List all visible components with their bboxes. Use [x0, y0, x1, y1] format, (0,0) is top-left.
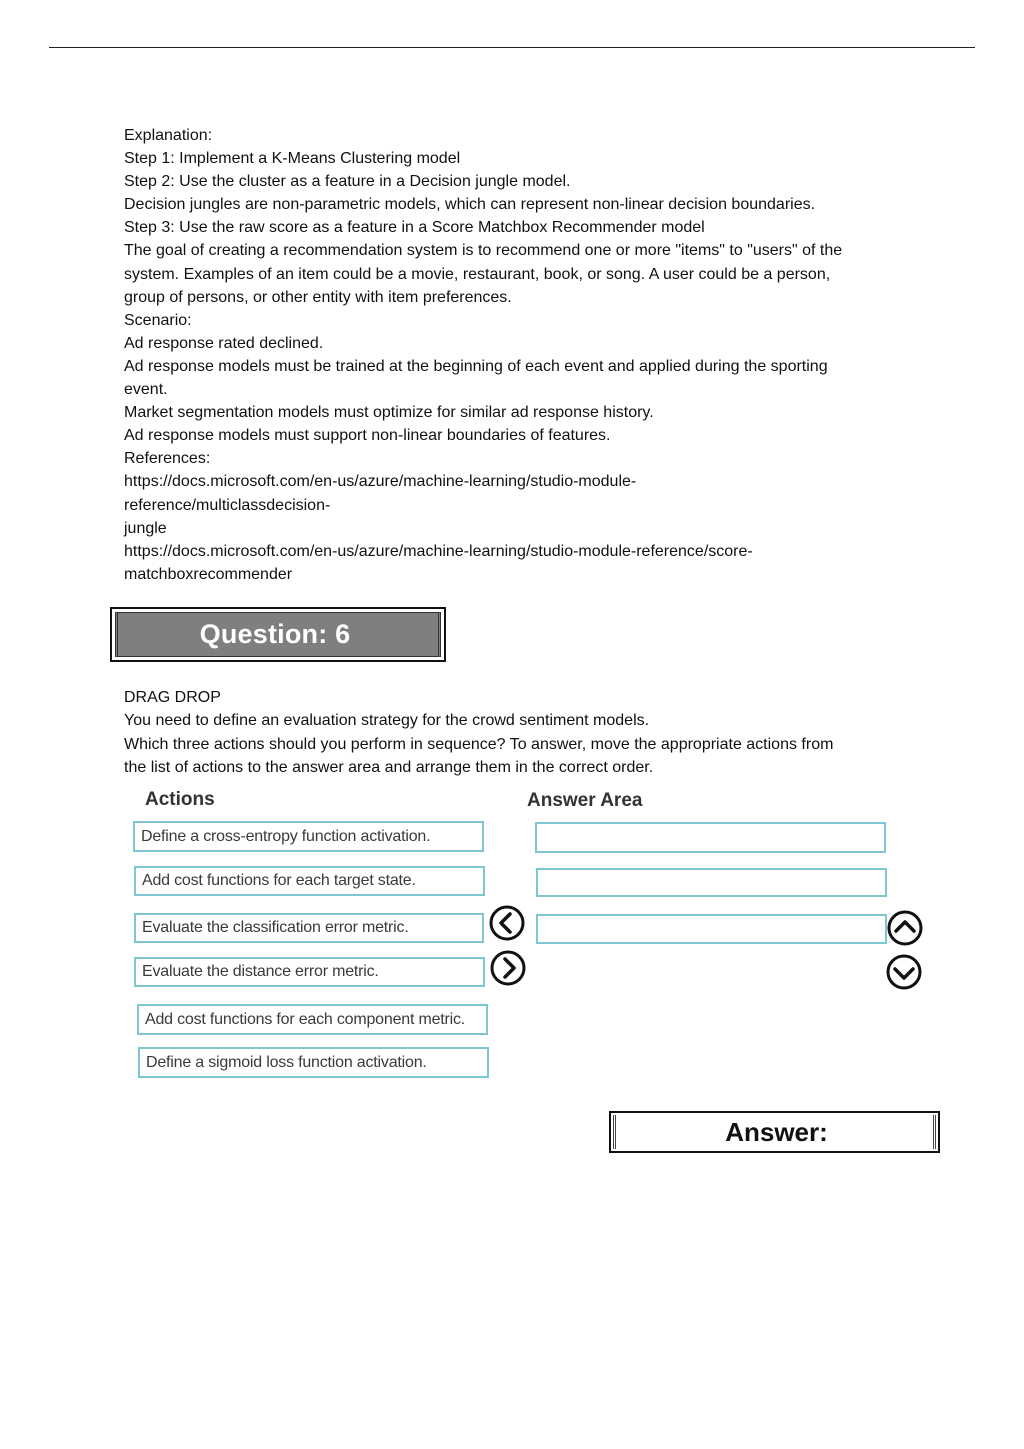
question-line: Which three actions should you perform in sequence? To answer, move the appropriate actions from [124, 735, 834, 753]
answer-banner-inner [613, 1115, 936, 1149]
answer-banner [609, 1111, 940, 1153]
explanation-line: system. Examples of an item could be a movie, restaurant, book, or song. A user could be a person, [124, 265, 831, 283]
actions-heading: Actions [145, 789, 215, 810]
move-left-button[interactable] [489, 905, 525, 941]
explanation-line: Step 2: Use the cluster as a feature in a Decision jungle model. [124, 173, 571, 191]
move-up-button[interactable] [887, 910, 923, 946]
action-item[interactable]: Define a cross-entropy function activation. [133, 821, 484, 852]
reference-link[interactable]: https://docs.microsoft.com/en-us/azure/machine-learning/studio-module- [124, 473, 637, 491]
move-down-button[interactable] [886, 954, 922, 990]
explanation-line: Step 3: Use the raw score as a feature in a Score Matchbox Recommender model [124, 219, 705, 237]
explanation-line: Decision jungles are non-parametric models, which can represent non-linear decision boundaries. [124, 196, 816, 214]
question-line: You need to define an evaluation strategy for the crowd sentiment models. [124, 712, 650, 730]
explanation-line: Ad response rated declined. [124, 334, 324, 352]
action-item[interactable]: Evaluate the classification error metric. [134, 913, 484, 943]
action-item[interactable]: Add cost functions for each component metric. [137, 1004, 488, 1035]
action-item[interactable]: Evaluate the distance error metric. [134, 957, 485, 987]
explanation-line: Explanation: [124, 127, 213, 144]
explanation-line: Ad response models must be trained at the beginning of each event and applied during the sporting [124, 357, 828, 375]
explanation-block [124, 124, 924, 586]
move-right-button[interactable] [490, 950, 526, 986]
explanation-line: Step 1: Implement a K-Means Clustering model [124, 150, 461, 168]
chevron-down-circle-icon [886, 954, 922, 990]
reference-link[interactable]: https://docs.microsoft.com/en-us/azure/machine-learning/studio-module-reference/score- [124, 542, 753, 560]
explanation-line: Market segmentation models must optimize for similar ad response history. [124, 404, 654, 422]
explanation-line: Scenario: [124, 311, 192, 329]
chevron-up-circle-icon [887, 910, 923, 946]
answer-area-heading: Answer Area [527, 790, 643, 811]
explanation-line: group of persons, or other entity with item preferences. [124, 288, 512, 306]
reference-link[interactable]: jungle [124, 519, 167, 537]
header-rule [49, 47, 975, 48]
question-line: DRAG DROP [124, 689, 221, 706]
answer-slot[interactable] [536, 868, 887, 897]
answer-slot[interactable] [535, 822, 886, 853]
explanation-line: event. [124, 381, 168, 399]
explanation-line: The goal of creating a recommendation system is to recommend one or more "items" to "users" of the [124, 242, 843, 260]
question-banner [110, 607, 446, 662]
question-banner-inner [115, 612, 441, 657]
answer-title: Answer: [725, 1116, 828, 1147]
action-item[interactable]: Define a sigmoid loss function activation. [138, 1047, 489, 1078]
explanation-line: References: [124, 450, 211, 468]
question-text [124, 686, 924, 780]
reference-link[interactable]: reference/multiclassdecision- [124, 496, 331, 514]
action-item[interactable]: Add cost functions for each target state. [134, 866, 485, 896]
reference-link[interactable]: matchboxrecommender [124, 565, 293, 583]
chevron-left-circle-icon [489, 905, 525, 941]
question-line: the list of actions to the answer area and arrange them in the correct order. [124, 759, 654, 777]
chevron-right-circle-icon [490, 950, 526, 986]
answer-slot[interactable] [536, 914, 887, 944]
explanation-line: Ad response models must support non-linear boundaries of features. [124, 427, 611, 445]
question-title: Question: 6 [199, 619, 351, 649]
